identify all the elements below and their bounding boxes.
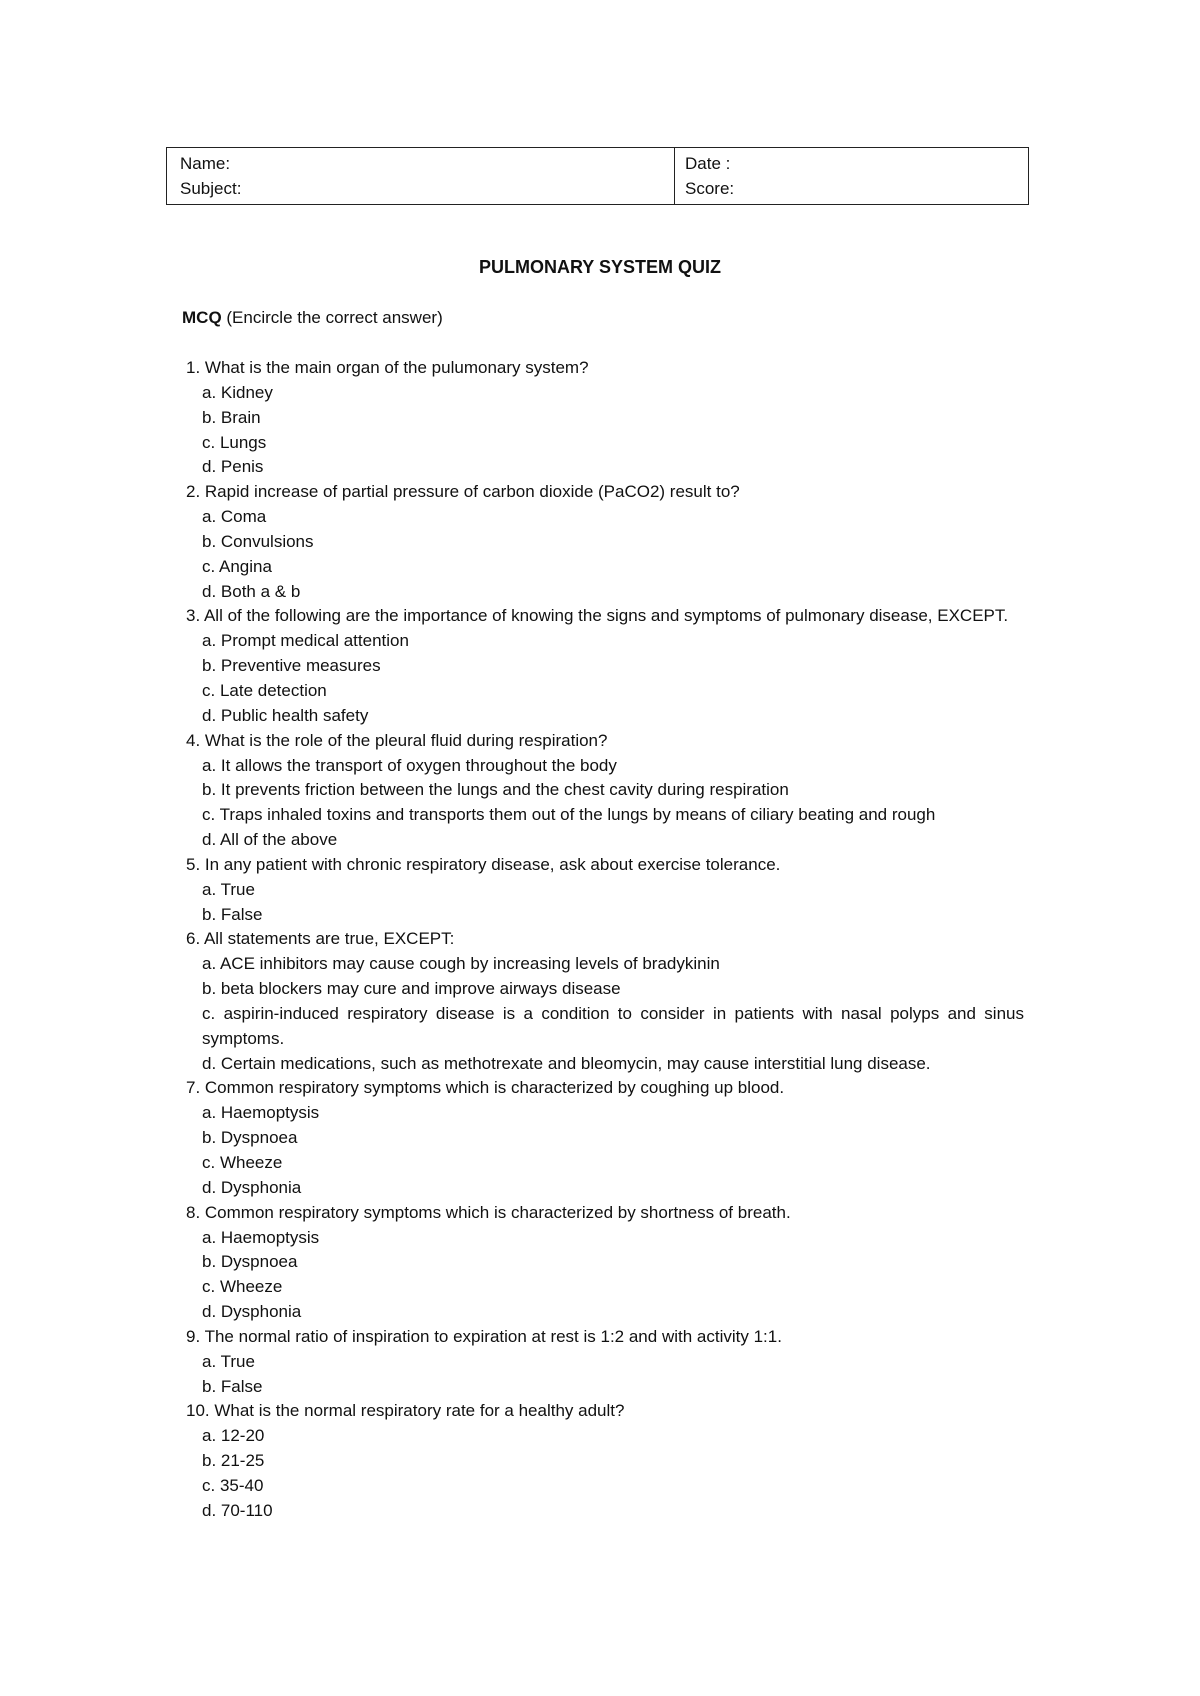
- answer-option: a. True: [202, 879, 255, 899]
- answer-option: b. Convulsions: [202, 531, 314, 551]
- answer-option: b. False: [202, 1376, 263, 1396]
- answer-option: c. aspirin-induced respiratory disease is a condition to consider in patients with nasal polyps and sinus symptoms.: [202, 1003, 1024, 1048]
- answer-option: c. 35-40: [202, 1475, 264, 1495]
- question-text: 4. What is the role of the pleural fluid during respiration?: [186, 730, 608, 750]
- answer-option: d. Both a & b: [202, 581, 301, 601]
- answer-option: a. It allows the transport of oxygen throughout the body: [202, 755, 617, 775]
- answer-option: a. 12-20: [202, 1426, 265, 1446]
- question-text: 6. All statements are true, EXCEPT:: [186, 929, 455, 949]
- question-block: [186, 1076, 1024, 1200]
- answer-option: d. Dysphonia: [202, 1177, 302, 1197]
- answer-option: b. 21-25: [202, 1451, 265, 1471]
- answer-option: c. Lungs: [202, 432, 267, 452]
- mcq-heading: [182, 306, 443, 330]
- question-block: [186, 1399, 1024, 1523]
- question-block: [186, 729, 1024, 853]
- answer-option: a. True: [202, 1351, 255, 1371]
- question-block: [186, 480, 1024, 604]
- answer-option: b. It prevents friction between the lungs and the chest cavity during respiration: [202, 780, 789, 800]
- question-list: [186, 356, 1024, 1524]
- answer-option: d. Public health safety: [202, 705, 369, 725]
- question-block: [186, 1201, 1024, 1325]
- question-text: 1. What is the main organ of the pulumonary system?: [186, 358, 589, 377]
- question-text: 10. What is the normal respiratory rate for a healthy adult?: [186, 1401, 625, 1421]
- answer-option: a. ACE inhibitors may cause cough by increasing levels of bradykinin: [202, 954, 720, 974]
- answer-option: a. Prompt medical attention: [202, 631, 409, 651]
- answer-option: d. Penis: [202, 457, 264, 477]
- answer-option: b. Dyspnoea: [202, 1252, 298, 1272]
- mcq-label: MCQ: [182, 308, 222, 327]
- answer-option: c. Traps inhaled toxins and transports them out of the lungs by means of ciliary beating and rough: [202, 805, 936, 825]
- student-info-left-cell: [167, 148, 675, 204]
- answer-option: b. Dyspnoea: [202, 1128, 298, 1148]
- question-text: 7. Common respiratory symptoms which is characterized by coughing up blood.: [186, 1078, 785, 1098]
- answer-option: d. Dysphonia: [202, 1302, 302, 1322]
- question-block: [186, 356, 1024, 480]
- answer-option: a. Haemoptysis: [202, 1227, 320, 1247]
- page-title: PULMONARY SYSTEM QUIZ: [478, 257, 721, 277]
- question-block: [186, 927, 1024, 1076]
- answer-option: c. Angina: [202, 556, 272, 576]
- answer-option: a. Coma: [202, 507, 267, 527]
- question-text: 3. All of the following are the importance of knowing the signs and symptoms of pulmonary disease, EXCEPT.: [186, 606, 1009, 626]
- subject-label: Subject:: [180, 179, 242, 198]
- date-label: Date :: [685, 154, 731, 173]
- answer-option: c. Wheeze: [202, 1277, 283, 1297]
- question-block: [186, 604, 1024, 728]
- answer-option: c. Late detection: [202, 680, 327, 700]
- score-label: Score:: [685, 179, 735, 198]
- answer-option: c. Wheeze: [202, 1153, 283, 1172]
- answer-option: b. Preventive measures: [202, 656, 381, 676]
- question-text: 2. Rapid increase of partial pressure of carbon dioxide (PaCO2) result to?: [186, 482, 740, 502]
- answer-option: a. Haemoptysis: [202, 1103, 320, 1123]
- answer-option: d. Certain medications, such as methotrexate and bleomycin, may cause interstitial lung disease.: [202, 1053, 931, 1073]
- question-text: 5. In any patient with chronic respiratory disease, ask about exercise tolerance.: [186, 854, 781, 874]
- question-block: [186, 1325, 1024, 1400]
- question-text: 9. The normal ratio of inspiration to expiration at rest is 1:2 and with activity 1:1.: [186, 1326, 782, 1346]
- answer-option: b. beta blockers may cure and improve airways disease: [202, 979, 621, 999]
- answer-option: b. Brain: [202, 407, 261, 427]
- answer-option: d. 70-110: [202, 1500, 273, 1520]
- student-info-right-cell: [675, 148, 1028, 204]
- mcq-instruction: (Encircle the correct answer): [221, 308, 443, 327]
- name-label: Name:: [180, 154, 231, 173]
- question-text: 8. Common respiratory symptoms which is characterized by shortness of breath.: [186, 1202, 791, 1222]
- answer-option: d. All of the above: [202, 830, 338, 850]
- student-info-table: [166, 147, 1029, 205]
- answer-option: a. Kidney: [202, 382, 273, 402]
- answer-option: b. False: [202, 904, 263, 924]
- question-block: [186, 853, 1024, 928]
